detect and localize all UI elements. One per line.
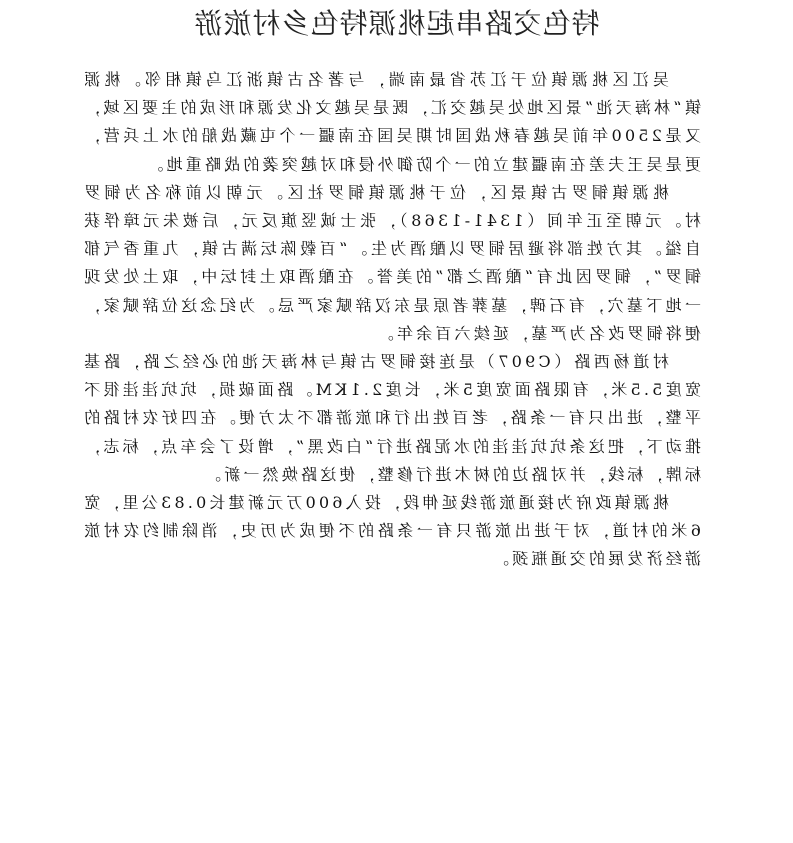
paragraph: 村道杨西路（C907）是连接铜罗古镇与林海天池的必经之路，路基宽度5.5米，有限路面宽度5米，长度2.1KM。路面破损，坑坑洼洼很不平整，进出只有一条路，老百姓出行和旅游都不太方便。在四好农村路的推动下，把这条坑坑洼洼的水泥路进行“白改黑”，增设了会车点，标志，标牌，标线，并对路边的树木进行修整，使这路焕然一新。 <box>81 352 701 484</box>
paragraph: 桃源镇政府为接通旅游线延伸段，投入600万元新建长0.83公里，宽6米的村道，对于进出旅游只有一条路的不便成为历史，消除制约农村旅游经济发展的交通瓶颈。 <box>81 493 701 569</box>
document-title: 特色交路串起桃源特色乡村旅游 <box>193 7 600 40</box>
paragraph: 吴江区桃源镇位于江苏省最南端，与著名古镇浙江乌镇相邻。桃源镇“林海天池”景区地处吴越交汇，既是吴越文化发源和形成的主要区域，又是2500年前吴越春秋战国时期吴国在南疆一个屯藏战船的水上兵营，更是吴王夫差在南疆建立的一个防御外侵和对越突袭的战略重地。 <box>81 70 701 174</box>
document-body <box>81 66 701 574</box>
paragraph: 桃源镇铜罗古镇景区，位于桃源镇铜罗社区。元朝以前称名为铜罗村。元朝至正年间（1341-1368），张士诚竖旗反元，后被朱元璋俘获自缢。其方姓部将避居铜罗以酿酒为生。“百毂陈坛满古镇，九重香气郁铜罗”，铜罗因此有“酿酒之都”的美誉。在酿酒取土封坛中，取土处发现一地下墓穴，有石碑，墓葬者原是东汉辞赋家严忌。为纪念这位辞赋家，便将铜罗改名为严墓，延续六百余年。 <box>81 182 701 343</box>
